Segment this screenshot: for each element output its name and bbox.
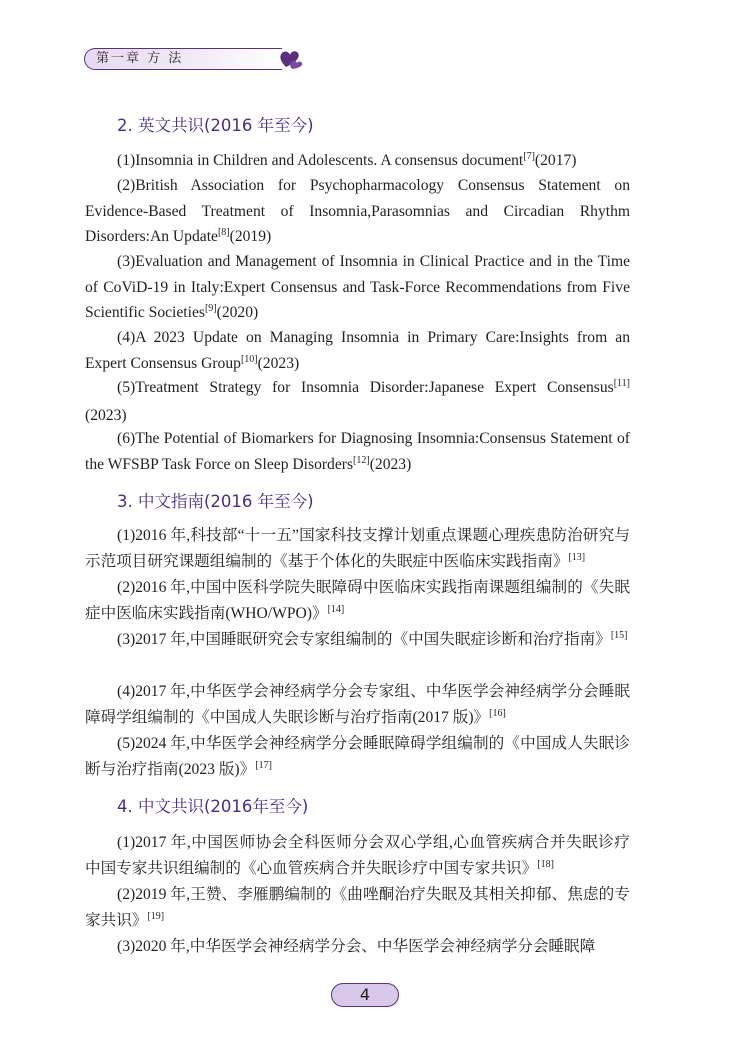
list-item: (4)A 2023 Update on Managing Insomnia in Primary Care:Insights from an Expert Consensus Group[10](2023) [85, 329, 630, 372]
list-item: (5)2024 年,中华医学会神经病学分会睡眠障碍学组编制的《中国成人失眠诊断与治疗指南(2023 版)》[17] [85, 735, 630, 778]
heart-icon [278, 47, 304, 71]
list-item: (2)2019 年,王赞、李雁鹏编制的《曲唑酮治疗失眠及其相关抑郁、焦虑的专家共识》[19] [85, 886, 630, 929]
list-item: (3)2017 年,中国睡眠研究会专家组编制的《中国失眠症诊断和治疗指南》[15] [117, 630, 628, 648]
list-item: (2)British Association for Psychopharmacology Consensus Statement on Evidence-Based Treatment of Insomnia,Parasomnias and Circadian Rhythm Disorders:An Update[8](2019) [85, 177, 630, 246]
section-heading-chinese-consensus: 4. 中文共识(2016年至今) [117, 797, 309, 816]
list-item: (4)2017 年,中华医学会神经病学分会专家组、中华医学会神经病学分会睡眠障碍学组编制的《中国成人失眠诊断与治疗指南(2017 版)》[16] [85, 683, 630, 726]
chapter-title: 第一章 方 法 [96, 51, 184, 66]
list-item: (1)2017 年,中国医师协会全科医师分会双心学组,心血管疾病合并失眠诊疗中国专家共识组编制的《心血管疾病合并失眠诊疗中国专家共识》[18] [85, 834, 630, 877]
list-item: (3)2020 年,中华医学会神经病学分会、中华医学会神经病学分会睡眠障 [117, 938, 596, 955]
list-item: (6)The Potential of Biomarkers for Diagnosing Insomnia:Consensus Statement of the WFSBP Task Force on Sleep Disorders[12](2023) [85, 430, 630, 473]
section-heading-english-consensus: 2. 英文共识(2016 年至今) [117, 116, 314, 135]
section-heading-chinese-guidelines: 3. 中文指南(2016 年至今) [117, 492, 314, 511]
list-item: (2)2016 年,中国中医科学院失眠障碍中医临床实践指南课题组编制的《失眠症中医临床实践指南(WHO/WPO)》[14] [85, 579, 630, 622]
list-item: (1)Insomnia in Children and Adolescents. A consensus document[7](2017) [117, 151, 577, 169]
page-number: 4 [331, 983, 399, 1007]
list-item: (1)2016 年,科技部“十一五”国家科技支撑计划重点课题心理疾患防治研究与示范项目研究课题组编制的《基于个体化的失眠症中医临床实践指南》[13] [85, 527, 630, 570]
list-item: (5)Treatment Strategy for Insomnia Disorder:Japanese Expert Consensus[11](2023) [85, 378, 630, 424]
list-item: (3)Evaluation and Management of Insomnia in Clinical Practice and in the Time of CoViD-19 in Italy:Expert Consensus and Task-Force Recommendations from Five Scientific Societies[9](2020) [85, 253, 630, 322]
